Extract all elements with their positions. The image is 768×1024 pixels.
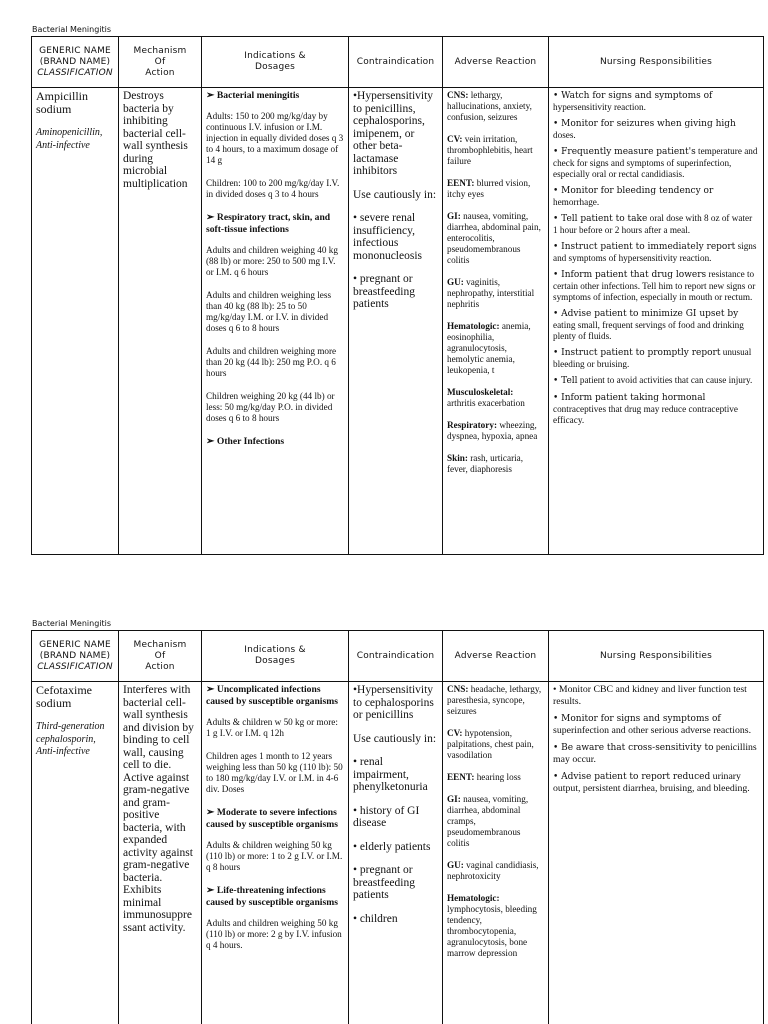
nursing-cell: [549, 682, 764, 1024]
arrow-bullet-icon: ➢: [206, 885, 217, 896]
indication-heading: ➢ Respiratory tract, skin, and soft-tissue infections: [206, 212, 331, 235]
adverse-reaction-cell: [443, 88, 549, 555]
arrow-bullet-icon: ➢: [206, 436, 217, 447]
dosage-text: Children ages 1 month to 12 years weighing less than 50 kg (110 lb): 50 to 180 mg/kg/day I.V. or I.M. in 4-6 div. Doses: [206, 751, 343, 794]
dosage-text: Children: 100 to 200 mg/kg/day I.V. in divided doses q 3 to 4 hours: [206, 178, 340, 199]
contraindication-item: • elderly patients: [353, 840, 431, 853]
nursing-item: • Instruct patient to promptly report unusual bleeding or bruising.: [553, 347, 752, 369]
drug-classification: Third-generation cephalosporin, Anti-infective: [36, 721, 105, 757]
contraindication-item: •Hypersensitivity to cephalosporins or penicillins: [353, 684, 434, 721]
nursing-item: • Monitor for signs and symptoms of superinfection and other serious adverse reactions.: [553, 714, 752, 736]
contraindication-item: • children: [353, 912, 398, 925]
indication-heading: ➢ Uncomplicated infections caused by susceptible organisms: [206, 684, 338, 707]
adverse-reaction-item: Respiratory: wheezing, dyspnea, hypoxia, apnea: [447, 420, 538, 441]
col-header-adverse-reaction: Adverse Reaction: [443, 37, 549, 88]
col-header-contraindication: Contraindication: [349, 37, 443, 88]
dosage-text: Adults and children weighing more than 20 kg (44 lb): 250 mg P.O. q 6 hours: [206, 346, 337, 378]
adverse-reaction-item: Hematologic: lymphocytosis, bleeding tendency, thrombocytopenia, agranulocytosis, bone marrow depression: [447, 893, 537, 958]
adverse-reaction-item: GU: vaginal candidiasis, nephrotoxicity: [447, 860, 539, 881]
col-header-generic-name: GENERIC NAME (BRAND NAME) CLASSIFICATION: [32, 631, 119, 682]
adverse-reaction-item: GI: nausea, vomiting, diarrhea, abdominal cramps, pseudomembranous colitis: [447, 794, 529, 848]
mechanism-cell: Destroys bacteria by inhibiting bacterial cell-wall synthesis during microbial multiplication: [119, 88, 202, 555]
contraindication-item: • renal impairment, phenylketonuria: [353, 756, 428, 793]
contraindication-item: • history of GI disease: [353, 804, 420, 829]
contraindication-item: • pregnant or breastfeeding patients: [353, 273, 415, 310]
indication-heading: ➢ Other Infections: [206, 436, 285, 447]
generic-name-cell: [32, 682, 119, 1024]
generic-name-cell: [32, 88, 119, 555]
contraindication-item: Use cautiously in:: [353, 188, 437, 201]
nursing-item: • Inform patient that drug lowers resistance to certain other infections. Tell him to report new signs or symptoms of infection, especially in mouth or rectum.: [553, 269, 756, 302]
arrow-bullet-icon: ➢: [206, 90, 217, 101]
col-header-indications: Indications & Dosages: [202, 37, 349, 88]
indication-heading: ➢ Life-threatening infections caused by susceptible organisms: [206, 885, 338, 908]
nursing-item: • Tell patient to take oral dose with 8 oz of water 1 hour before or 2 hours after a meal.: [553, 213, 753, 235]
nursing-item: • Advise patient to minimize GI upset by eating small, frequent servings of food and drinking plenty of fluids.: [553, 309, 744, 341]
table-header-row: [32, 631, 764, 682]
adverse-reaction-cell: [443, 682, 549, 1024]
adverse-reaction-item: CNS: headache, lethargy, paresthesia, syncope, seizures: [447, 684, 542, 716]
nursing-item: • Monitor CBC and kidney and liver function test results.: [553, 684, 747, 707]
indication-heading: ➢ Bacterial meningitis: [206, 90, 300, 101]
contraindication-cell: [349, 682, 443, 1024]
col-header-mechanism: Mechanism Of Action: [119, 631, 202, 682]
nursing-item: • Watch for signs and symptoms of hypersensitivity reaction.: [553, 91, 713, 112]
dosage-text: Adults and children weighing less than 40 kg (88 lb): 25 to 50 mg/kg/day I.M. or I.V. in divided doses q 6 to 8 hours: [206, 290, 332, 333]
nursing-item: • Monitor for seizures when giving high doses.: [553, 119, 736, 140]
mechanism-cell: Interferes with bacterial cell-wall synthesis and division by binding to cell wall, causing cell to die. Active against gram-negative and gram-positive bacteria, with expanded activity against gram-negative bacteria. Exhibits minimal immunosuppre ssant activity.: [119, 682, 202, 1024]
table-row: [32, 682, 764, 1024]
col-header-nursing: Nursing Responsibilities: [549, 631, 764, 682]
indications-cell: [202, 682, 349, 1024]
contraindication-item: • pregnant or breastfeeding patients: [353, 864, 415, 901]
contraindication-item: •Hypersensitivity to penicillins, cephalosporins, imipenem, or other beta-lactamase inhibitors: [353, 90, 434, 177]
generic-name: Ampicillin sodium: [36, 89, 88, 116]
dosage-text: Adults and children weighing 50 kg (110 lb) or more: 2 g by I.V. infusion q 4 hours.: [206, 918, 342, 950]
adverse-reaction-item: CV: vein irritation, thrombophlebitis, heart failure: [447, 134, 533, 166]
contraindication-cell: [349, 88, 443, 555]
nursing-item: • Be aware that cross-sensitivity to penicillins may occur.: [553, 742, 757, 765]
col-header-generic-name: GENERIC NAME (BRAND NAME) CLASSIFICATION: [32, 37, 119, 88]
table-row: [32, 88, 764, 555]
nursing-item: • Tell patient to avoid activities that can cause injury.: [553, 375, 753, 386]
col-header-mechanism: Mechanism Of Action: [119, 37, 202, 88]
section-title: Bacterial Meningitis: [32, 619, 112, 628]
arrow-bullet-icon: ➢: [206, 807, 217, 818]
dosage-text: Children weighing 20 kg (44 lb) or less: 50 mg/kg/day P.O. in divided doses q 6 to 8 hours: [206, 391, 335, 423]
nursing-item: • Advise patient to report reduced urinary output, persistent diarrhea, bruising, and bleeding.: [553, 771, 750, 794]
section-title: Bacterial Meningitis: [32, 25, 112, 34]
col-header-indications: Indications & Dosages: [202, 631, 349, 682]
adverse-reaction-item: GI: nausea, vomiting, diarrhea, abdominal pain, enterocolitis, pseudomembranous colitis: [447, 211, 541, 265]
adverse-reaction-item: Skin: rash, urticaria, fever, diaphoresis: [447, 453, 524, 474]
dosage-text: Adults & children weighing 50 kg (110 lb) or more: 1 to 2 g I.V. or I.M. q 8 hours: [206, 840, 343, 872]
adverse-reaction-item: Hematologic: anemia, eosinophilia, agranulocytosis, hemolytic anemia, leukopenia, t: [447, 321, 531, 375]
nursing-item: • Monitor for bleeding tendency or hemorrhage.: [553, 186, 714, 207]
adverse-reaction-item: CV: hypotension, palpitations, chest pain, vasodilation: [447, 728, 534, 760]
adverse-reaction-item: Musculoskeletal: arthritis exacerbation: [447, 387, 525, 408]
nursing-item: • Frequently measure patient's temperature and check for signs and symptoms of superinfection, especially oral or rectal candidiasis.: [553, 146, 758, 179]
table-header-row: [32, 37, 764, 88]
drug-classification: Aminopenicillin, Anti-infective: [36, 127, 103, 151]
nursing-cell: [549, 88, 764, 555]
arrow-bullet-icon: ➢: [206, 684, 217, 695]
col-header-contraindication: Contraindication: [349, 631, 443, 682]
dosage-text: Adults: 150 to 200 mg/kg/day by continuous I.V. infusion or I.M. injection in equally divided doses q 3 to 4 hours, to a maximum dosage of 14 g: [206, 111, 344, 165]
generic-name: Cefotaxime sodium: [36, 683, 92, 710]
nursing-item: • Instruct patient to immediately report signs and symptoms of hypersensitivity reaction.: [553, 241, 757, 263]
adverse-reaction-item: EENT: hearing loss: [447, 772, 521, 782]
col-header-nursing: Nursing Responsibilities: [549, 37, 764, 88]
adverse-reaction-item: CNS: lethargy, hallucinations, anxiety, confusion, seizures: [447, 90, 532, 122]
drug-table: [31, 36, 764, 555]
nursing-item: • Inform patient taking hormonal contraceptives that drug may reduce contraceptive efficacy.: [553, 393, 738, 425]
dosage-text: Adults and children weighing 40 kg (88 lb) or more: 250 to 500 mg I.V. or I.M. q 6 hours: [206, 245, 338, 277]
contraindication-item: Use cautiously in:: [353, 732, 437, 745]
dosage-text: Adults & children w 50 kg or more: 1 g I.V. or I.M. q 12h: [206, 717, 338, 738]
indications-cell: [202, 88, 349, 555]
arrow-bullet-icon: ➢: [206, 212, 217, 223]
indication-heading: ➢ Moderate to severe infections caused by susceptible organisms: [206, 807, 338, 830]
adverse-reaction-item: GU: vaginitis, nephropathy, interstitial nephritis: [447, 277, 535, 309]
adverse-reaction-item: EENT: blurred vision, itchy eyes: [447, 178, 531, 199]
drug-table: [31, 630, 764, 1024]
contraindication-item: • severe renal insufficiency, infectious mononucleosis: [353, 212, 422, 262]
col-header-adverse-reaction: Adverse Reaction: [443, 631, 549, 682]
